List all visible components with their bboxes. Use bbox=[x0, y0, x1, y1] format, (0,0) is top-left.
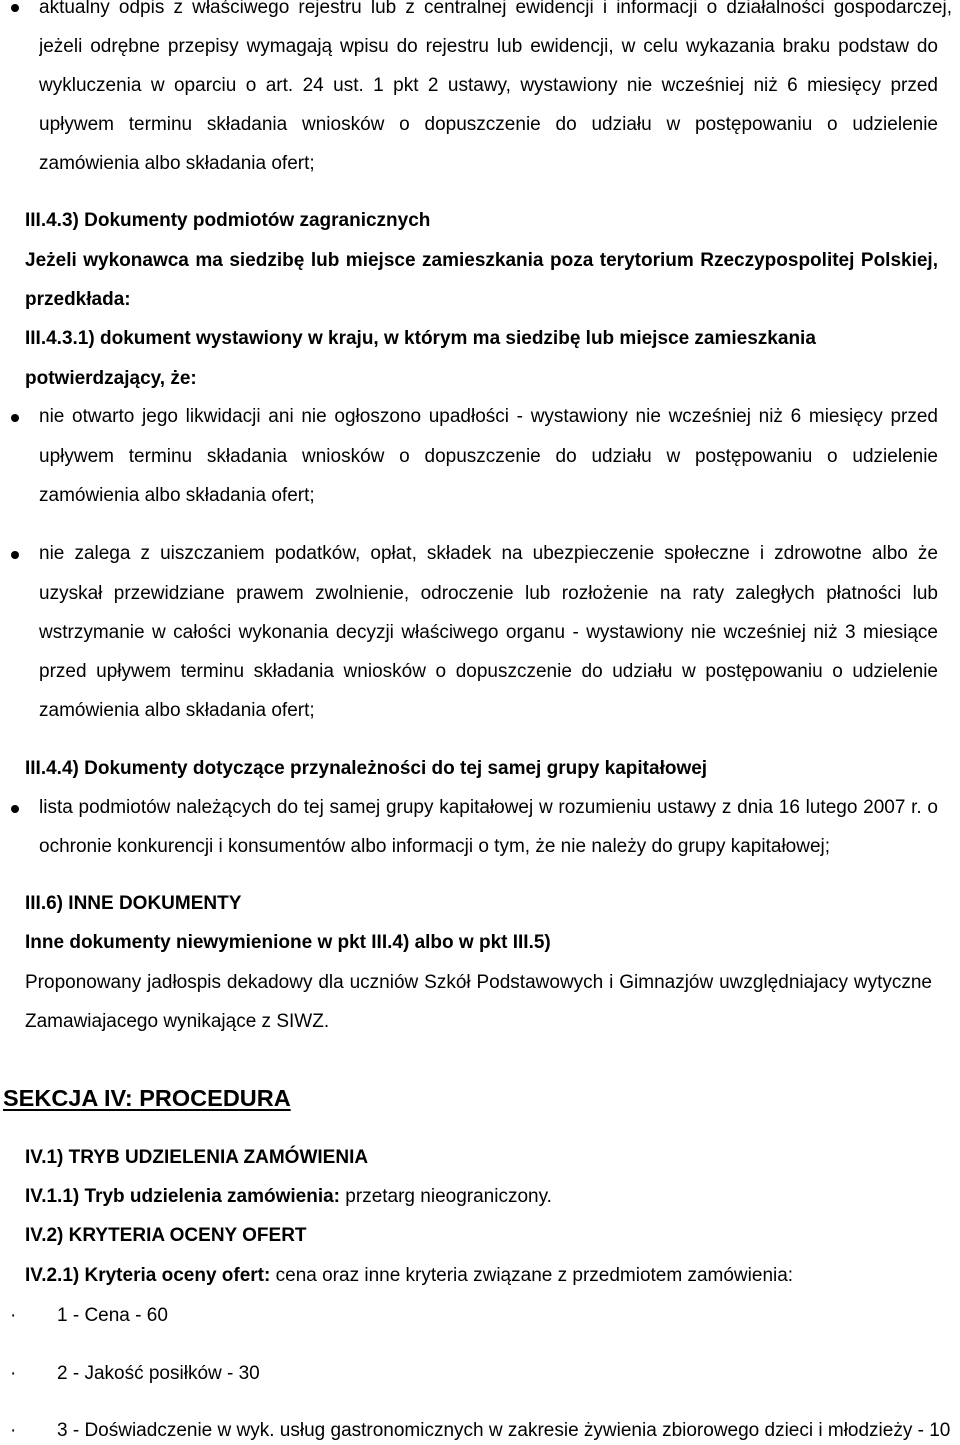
list-marker: · bbox=[10, 1420, 17, 1441]
paragraph-line: aktualny odpis z właściwego rejestru lub z centralnej ewidencji i informacji o działalności gospodarczej, bbox=[39, 0, 952, 18]
paragraph-line: lista podmiotów należących do tej samej grupy kapitałowej w rozumieniu ustawy z dnia 16 lutego 2007 r. o bbox=[39, 797, 938, 818]
intro-line: przedkłada: bbox=[25, 289, 131, 310]
paragraph-line: upływem terminu składania wniosków o dopuszczenie do udziału w postępowaniu o udzielenie bbox=[39, 446, 938, 467]
paragraph-line: uzyskał przewidziane prawem zwolnienie, odroczenie lub rozłożenie na raty zaległych płatności lub bbox=[39, 583, 938, 604]
subsection-heading: III.4.3.1) dokument wystawiony w kraju, w którym ma siedzibę lub miejsce zamieszkania bbox=[25, 328, 816, 349]
paragraph-line: zamówienia albo składania ofert; bbox=[39, 485, 315, 506]
paragraph-line: upływem terminu składania wniosków o dopuszczenie do udziału w postępowaniu o udzielenie bbox=[39, 114, 938, 135]
paragraph-line: ochronie konkurencji i konsumentów albo informacji o tym, że nie należy do grupy kapitałowej; bbox=[39, 836, 831, 857]
section-heading: IV.1) TRYB UDZIELENIA ZAMÓWIENIA bbox=[25, 1147, 369, 1168]
criteria-text: 3 - Doświadczenie w wyk. usług gastronomicznych w zakresie żywienia zbiorowego dzieci i młodzieży - 10 bbox=[57, 1420, 951, 1441]
paragraph-line: wykluczenia w oparciu o art. 24 ust. 1 pkt 2 ustawy, wystawiony nie wcześniej niż 6 miesięcy przed bbox=[39, 75, 938, 96]
paragraph-line: nie zalega z uiszczaniem podatków, opłat, składek na ubezpieczenie społeczne i zdrowotne albo że bbox=[39, 543, 938, 564]
bullet-icon bbox=[11, 805, 19, 813]
paragraph-line: nie otwarto jego likwidacji ani nie ogłoszono upadłości - wystawiony nie wcześniej niż 6 miesięcy przed bbox=[39, 406, 938, 427]
field-label: IV.2.1) Kryteria oceny ofert: bbox=[25, 1265, 271, 1286]
section-heading: III.4.4) Dokumenty dotyczące przynależności do tej samej grupy kapitałowej bbox=[25, 758, 708, 779]
section-title: SEKCJA IV: PROCEDURA bbox=[3, 1085, 291, 1111]
criteria-text: 2 - Jakość posiłków - 30 bbox=[57, 1363, 260, 1384]
field-value: cena oraz inne kryteria związane z przedmiotem zamówienia: bbox=[275, 1265, 794, 1286]
list-marker: · bbox=[10, 1305, 17, 1326]
list-marker: · bbox=[10, 1363, 17, 1384]
paragraph-line: zamówienia albo składania ofert; bbox=[39, 153, 315, 174]
award-mode-line bbox=[25, 1186, 552, 1208]
paragraph-line: przed upływem terminu składania wniosków o dopuszczenie do udziału w postępowaniu o udzielenie bbox=[39, 661, 938, 682]
paragraph-line: wstrzymanie w całości wykonania decyzji właściwego organu - wystawiony nie wcześniej niż 3 miesiące bbox=[39, 622, 938, 643]
subsection-heading: potwierdzający, że: bbox=[25, 368, 197, 389]
bullet-icon bbox=[11, 4, 19, 12]
paragraph-line: Proponowany jadłospis dekadowy dla uczniów Szkół Podstawowych i Gimnazjów uwzględniajacy wytyczne bbox=[25, 972, 932, 993]
criteria-intro-line bbox=[25, 1265, 793, 1287]
paragraph-line: zamówienia albo składania ofert; bbox=[39, 700, 315, 721]
intro-line: Jeżeli wykonawca ma siedzibę lub miejsce zamieszkania poza terytorium Rzeczypospolitej Polskiej, bbox=[25, 250, 938, 271]
section-heading: IV.2) KRYTERIA OCENY OFERT bbox=[25, 1225, 307, 1246]
paragraph-line: jeżeli odrębne przepisy wymagają wpisu do rejestru lub ewidencji, w celu wykazania braku podstaw do bbox=[39, 36, 938, 57]
field-value: przetarg nieograniczony. bbox=[345, 1186, 552, 1207]
criteria-text: 1 - Cena - 60 bbox=[57, 1305, 168, 1326]
bullet-icon bbox=[11, 551, 19, 559]
section-heading: III.4.3) Dokumenty podmiotów zagranicznych bbox=[25, 210, 431, 231]
paragraph-line: Zamawiajacego wynikające z SIWZ. bbox=[25, 1011, 330, 1032]
section-heading: III.6) INNE DOKUMENTY bbox=[25, 893, 242, 914]
subsection-heading: Inne dokumenty niewymienione w pkt III.4) albo w pkt III.5) bbox=[25, 932, 551, 953]
field-label: IV.1.1) Tryb udzielenia zamówienia: bbox=[25, 1186, 341, 1207]
bullet-icon bbox=[11, 414, 19, 422]
